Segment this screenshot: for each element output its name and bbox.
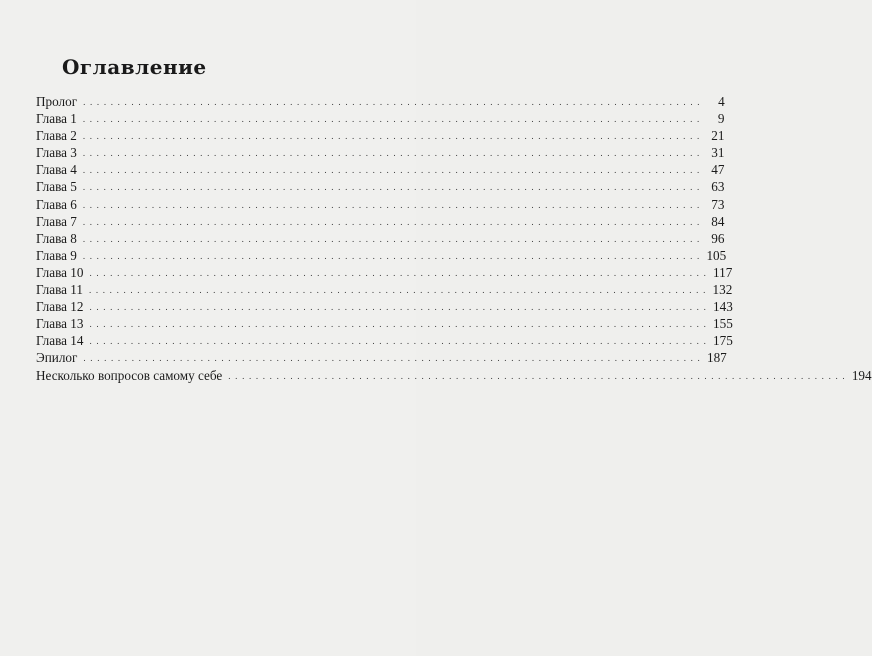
toc-entry-label: Глава 11 — [36, 282, 83, 298]
dot-leader: . . . . . . . . . . . . . . . . . . . . . . . . . . . . . . . . . . . . . . . . . . . . . . . . . . . . . . . . . . . . . . . . . . . . . . . . . . . . . . . . . . . . . . . . . . — [82, 216, 701, 227]
dot-leader: . . . . . . . . . . . . . . . . . . . . . . . . . . . . . . . . . . . . . . . . . . . . . . . . . . . . . . . . . . . . . . . . . . . . . . . . . . . . . . . . . . . . . . . . . . — [83, 97, 701, 107]
toc-entry-label: Глава 8 — [36, 230, 77, 246]
toc-entry-page: 155 — [713, 316, 733, 332]
toc-entry — [36, 196, 725, 213]
toc-entry — [36, 315, 733, 332]
toc-entry — [36, 161, 725, 178]
toc-entry — [36, 367, 872, 384]
toc-entry — [36, 230, 725, 247]
toc-entry — [36, 213, 725, 230]
dot-leader: . . . . . . . . . . . . . . . . . . . . . . . . . . . . . . . . . . . . . . . . . . . . . . . . . . . . . . . . . . . . . . . . . . . . . . . . . . . . . . . . . . . . . . . . . . — [82, 131, 701, 142]
toc-entry-label: Глава 10 — [36, 264, 84, 280]
toc-entry — [36, 144, 725, 161]
toc-entry-label: Глава 14 — [36, 333, 84, 349]
toc-entry-label: Глава 5 — [36, 179, 77, 195]
toc-entry-page: 9 — [717, 111, 725, 127]
toc-entry-page: 96 — [711, 230, 725, 246]
toc-entry — [36, 264, 733, 281]
dot-leader: . . . . . . . . . . . . . . . . . . . . . . . . . . . . . . . . . . . . . . . . . . . . . . . . . . . . . . . . . . . . . . . . . . . . . . . . . . . . . . . . . . . . . . . . . . — [82, 250, 701, 261]
toc-entry — [36, 127, 725, 144]
toc-entry-page: 21 — [711, 128, 725, 144]
toc-entry-page: 187 — [706, 350, 727, 366]
toc-entry — [36, 247, 727, 264]
toc-entry-label: Глава 6 — [36, 196, 77, 212]
dot-leader: . . . . . . . . . . . . . . . . . . . . . . . . . . . . . . . . . . . . . . . . . . . . . . . . . . . . . . . . . . . . . . . . . . . . . . . . . . . . . . . . . . . . . . . . . . — [228, 370, 846, 381]
dot-leader: . . . . . . . . . . . . . . . . . . . . . . . . . . . . . . . . . . . . . . . . . . . . . . . . . . . . . . . . . . . . . . . . . . . . . . . . . . . . . . . . . . . . . . . . . . — [82, 114, 701, 125]
dot-leader: . . . . . . . . . . . . . . . . . . . . . . . . . . . . . . . . . . . . . . . . . . . . . . . . . . . . . . . . . . . . . . . . . . . . . . . . . . . . . . . . . . . . . . . . . . — [88, 285, 707, 296]
toc-entry-label: Пролог — [36, 94, 78, 109]
toc-entry-page: 63 — [711, 179, 725, 195]
dot-leader: . . . . . . . . . . . . . . . . . . . . . . . . . . . . . . . . . . . . . . . . . . . . . . . . . . . . . . . . . . . . . . . . . . . . . . . . . . . . . . . . . . . . . . . . . . — [82, 182, 701, 193]
toc-entry — [36, 110, 725, 127]
toc-entry-page: 73 — [711, 196, 725, 212]
toc-entry-page: 143 — [713, 299, 733, 315]
toc-entry-page: 84 — [711, 213, 725, 229]
toc-entry-label: Глава 2 — [36, 128, 77, 144]
toc-entry-page: 31 — [711, 145, 725, 161]
page-title: Оглавление — [62, 55, 207, 79]
dot-leader: . . . . . . . . . . . . . . . . . . . . . . . . . . . . . . . . . . . . . . . . . . . . . . . . . . . . . . . . . . . . . . . . . . . . . . . . . . . . . . . . . . . . . . . . . . — [82, 199, 701, 210]
toc-entry-page: 105 — [706, 247, 727, 263]
dot-leader: . . . . . . . . . . . . . . . . . . . . . . . . . . . . . . . . . . . . . . . . . . . . . . . . . . . . . . . . . . . . . . . . . . . . . . . . . . . . . . . . . . . . . . . . . . — [83, 353, 701, 364]
toc-entry-label: Глава 1 — [36, 111, 77, 127]
toc-entry-label: Эпилог — [36, 350, 78, 366]
dot-leader: . . . . . . . . . . . . . . . . . . . . . . . . . . . . . . . . . . . . . . . . . . . . . . . . . . . . . . . . . . . . . . . . . . . . . . . . . . . . . . . . . . . . . . . . . . — [82, 165, 701, 176]
toc-entry-label: Глава 4 — [36, 162, 77, 178]
toc-entry-label: Глава 3 — [36, 145, 77, 161]
toc-entry-label: Глава 9 — [36, 247, 77, 263]
toc-entry-page: 132 — [712, 282, 733, 298]
toc-entry-page: 117 — [713, 264, 733, 280]
toc-entry — [36, 332, 733, 349]
toc-entry-label: Глава 12 — [36, 299, 84, 315]
dot-leader: . . . . . . . . . . . . . . . . . . . . . . . . . . . . . . . . . . . . . . . . . . . . . . . . . . . . . . . . . . . . . . . . . . . . . . . . . . . . . . . . . . . . . . . . . . — [89, 267, 708, 278]
toc-entry — [36, 178, 725, 195]
toc-entry-label: Несколько вопросов самому себе — [36, 367, 223, 383]
toc-entry-page: 47 — [711, 162, 725, 178]
dot-leader: . . . . . . . . . . . . . . . . . . . . . . . . . . . . . . . . . . . . . . . . . . . . . . . . . . . . . . . . . . . . . . . . . . . . . . . . . . . . . . . . . . . . . . . . . . — [82, 148, 701, 159]
toc-entry — [36, 93, 725, 110]
toc-entry-page: 4 — [718, 94, 725, 109]
toc-entry-page: 175 — [713, 333, 733, 349]
toc-entry — [36, 349, 727, 366]
toc-entry-page: 194 — [851, 367, 872, 383]
dot-leader: . . . . . . . . . . . . . . . . . . . . . . . . . . . . . . . . . . . . . . . . . . . . . . . . . . . . . . . . . . . . . . . . . . . . . . . . . . . . . . . . . . . . . . . . . . — [89, 302, 708, 313]
toc-entry-label: Глава 7 — [36, 213, 77, 229]
dot-leader: . . . . . . . . . . . . . . . . . . . . . . . . . . . . . . . . . . . . . . . . . . . . . . . . . . . . . . . . . . . . . . . . . . . . . . . . . . . . . . . . . . . . . . . . . . — [89, 319, 708, 330]
dot-leader: . . . . . . . . . . . . . . . . . . . . . . . . . . . . . . . . . . . . . . . . . . . . . . . . . . . . . . . . . . . . . . . . . . . . . . . . . . . . . . . . . . . . . . . . . . — [89, 336, 708, 347]
toc-entry-label: Глава 13 — [36, 316, 84, 332]
toc-entry — [36, 298, 733, 315]
dot-leader: . . . . . . . . . . . . . . . . . . . . . . . . . . . . . . . . . . . . . . . . . . . . . . . . . . . . . . . . . . . . . . . . . . . . . . . . . . . . . . . . . . . . . . . . . . — [82, 233, 701, 244]
table-of-contents — [36, 93, 872, 384]
toc-entry — [36, 281, 733, 298]
